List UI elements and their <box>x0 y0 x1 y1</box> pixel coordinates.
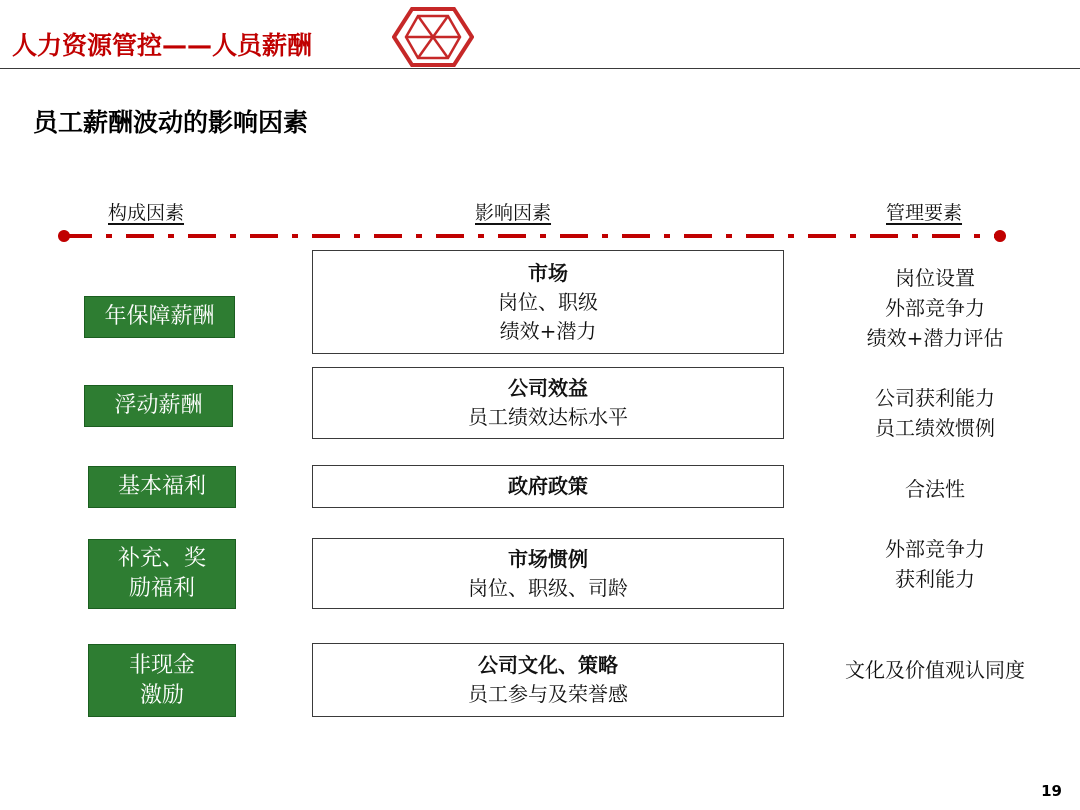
factor-title: 市场 <box>528 260 568 285</box>
factor-box <box>312 538 784 609</box>
component-box: 补充、奖 励福利 <box>88 539 236 609</box>
factor-title: 市场惯例 <box>508 546 588 571</box>
timeline-start-dot <box>58 230 70 242</box>
column-header-factors: 影响因素 <box>475 202 552 224</box>
factor-line: 员工绩效达标水平 <box>468 405 628 429</box>
component-box: 年保障薪酬 <box>84 296 235 338</box>
factor-line: 岗位、职级 <box>498 289 598 314</box>
column-header-components: 构成因素 <box>108 202 185 224</box>
factor-line: 绩效+潜力 <box>499 318 597 343</box>
header-divider <box>0 68 1080 69</box>
column-header-management: 管理要素 <box>886 202 963 224</box>
factor-title: 政府政策 <box>508 474 588 498</box>
factor-title: 公司文化、策略 <box>478 653 618 677</box>
factor-box <box>312 367 784 439</box>
page-title: 员工薪酬波动的影响因素 <box>33 108 309 137</box>
hexagon-cube-logo <box>392 6 474 68</box>
component-box: 浮动薪酬 <box>84 385 233 427</box>
factor-box <box>312 250 784 354</box>
management-text: 文化及价值观认同度 <box>845 658 1025 682</box>
management-text: 公司获利能力 员工绩效惯例 <box>875 386 995 440</box>
management-text: 合法性 <box>905 477 965 501</box>
factor-title: 公司效益 <box>508 376 588 400</box>
page-number: 19 <box>1041 782 1062 800</box>
component-box: 基本福利 <box>88 466 236 508</box>
factor-box <box>312 643 784 717</box>
management-text: 外部竞争力 获利能力 <box>885 537 985 591</box>
timeline-end-dot <box>994 230 1006 242</box>
factor-box <box>312 465 784 508</box>
factor-line: 员工参与及荣誉感 <box>468 682 628 706</box>
header-title: 人力资源管控——人员薪酬 <box>12 31 313 60</box>
management-text: 岗位设置 外部竞争力 绩效+潜力评估 <box>866 266 1004 350</box>
dash-dot-timeline <box>58 226 1008 246</box>
factor-line: 岗位、职级、司龄 <box>468 575 628 600</box>
component-box: 非现金 激励 <box>88 644 236 717</box>
